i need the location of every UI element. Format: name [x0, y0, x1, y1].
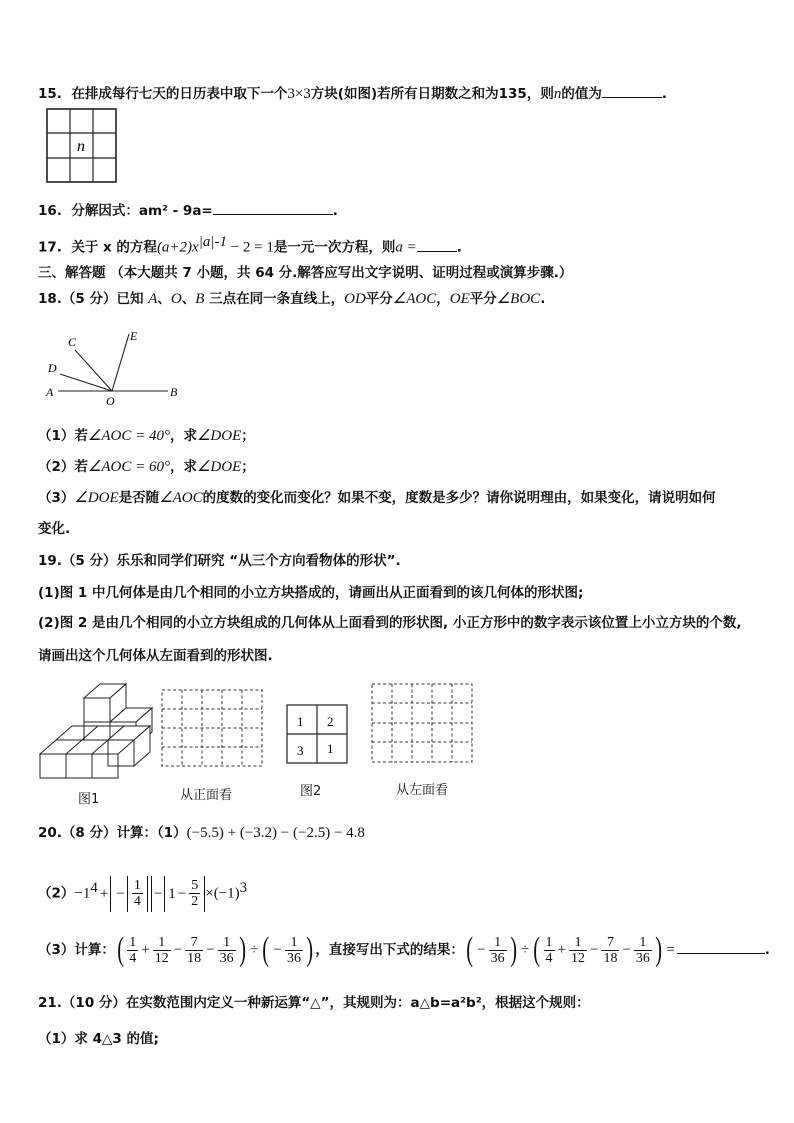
- question-16: 16. 分解因式：am² - 9a= .: [38, 200, 338, 220]
- question-18: 18.（5 分）已知 A、O、B 三点在同一条直线上，OD平分∠AOC，OE平分∠BOC.: [38, 291, 546, 307]
- calendar-grid-figure: [46, 108, 118, 184]
- q19-part2-cont: 请画出这个几何体从左面看到的形状图.: [38, 648, 273, 664]
- point-a-label: A: [46, 385, 54, 399]
- q20-part3: （3）计算：( $\frac{1}{4}$ + $\frac{1}{12}$ − $\frac{7}{18}$ − $\frac{1}{36}$ ) ÷ ( − $\frac{1}{36}$ ) ，直接写出下式的结果：( − $\frac{1}{36}$ ) ÷ ( $\frac{1}{4}$ + $\frac{1}{12}$ − $\frac{7}{18}$ − $\frac{1}{36}$ ) = .: [38, 931, 770, 968]
- answer-blank[interactable]: [213, 200, 333, 215]
- question-21: 21.（10 分）在实数范围内定义一种新运算“△”，其规则为：a△b=a²b²，根据这个规则：: [38, 995, 590, 1011]
- caption-figure-2: 图2: [300, 784, 322, 799]
- q18-part3-cont: 变化.: [38, 521, 71, 537]
- cell-number: 2: [327, 714, 334, 729]
- section-heading: 三、解答题 （本大题共 7 小题，共 64 分.解答应写出文字说明、证明过程或演算步骤.）: [38, 265, 573, 281]
- question-17: 17. 关于 x 的方程$(a+2)x^{|a|-1} - 2 = 1$是一元一次方程，则a = .: [38, 234, 462, 256]
- caption-figure-1: 图1: [78, 792, 100, 807]
- point-b-label: B: [170, 385, 178, 399]
- cell-number: 1: [297, 714, 304, 729]
- q18-part1: （1）若∠AOC = 40°，求∠DOE；: [38, 428, 255, 444]
- answer-blank[interactable]: [677, 939, 765, 954]
- answer-blank[interactable]: [417, 237, 457, 252]
- grid-label-n: n: [77, 138, 85, 155]
- cell-number: 1: [327, 741, 334, 756]
- q18-part3: （3）∠DOE是否随∠AOC的度数的变化而变化？如果不变，度数是多少？请你说明理由，如果变化，请说明如何: [38, 490, 716, 506]
- point-o-label: O: [106, 394, 115, 408]
- answer-blank[interactable]: [602, 83, 662, 98]
- point-e-label: E: [130, 329, 138, 343]
- point-c-label: C: [68, 335, 77, 349]
- question-19: 19.（5 分）乐乐和同学们研究 “从三个方向看物体的形状”.: [38, 553, 401, 569]
- q21-part1: （1）求 4△3 的值;: [38, 1031, 159, 1047]
- figure-1-cubes: [38, 680, 160, 780]
- front-view-dashed-grid: [160, 688, 266, 770]
- figure-2-top-view: [286, 704, 350, 766]
- question-15: 15. 在排成每行七天的日历表中取下一个3×3方块(如图)若所有日期数之和为135，则n的值为 .: [38, 83, 667, 103]
- caption-front-view: 从正面看: [180, 788, 233, 803]
- caption-left-view: 从左面看: [396, 783, 449, 798]
- q18-part2: （2）若∠AOC = 60°，求∠DOE；: [38, 459, 255, 475]
- q19-part1: (1)图 1 中几何体是由几个相同的小立方块搭成的，请画出从正面看到的该几何体的形状图;: [38, 585, 584, 601]
- question-20: 20.（8 分）计算：（1）(−5.5) + (−3.2) − (−2.5) − 4.8: [38, 825, 365, 841]
- left-view-dashed-grid: [370, 682, 476, 766]
- q20-part2: $(2)-1^4$ + − $\frac{1}{4}$ − 1 − $\frac{5}{2}$ $\times(-1)^3$: [38, 870, 247, 910]
- angle-figure: [40, 326, 190, 408]
- point-d-label: D: [48, 361, 57, 375]
- q19-part2: (2)图 2 是由几个相同的小立方块组成的几何体从上面看到的形状图, 小正方形中的数字表示该位置上小立方块的个数,: [38, 615, 742, 631]
- cell-number: 3: [297, 743, 304, 758]
